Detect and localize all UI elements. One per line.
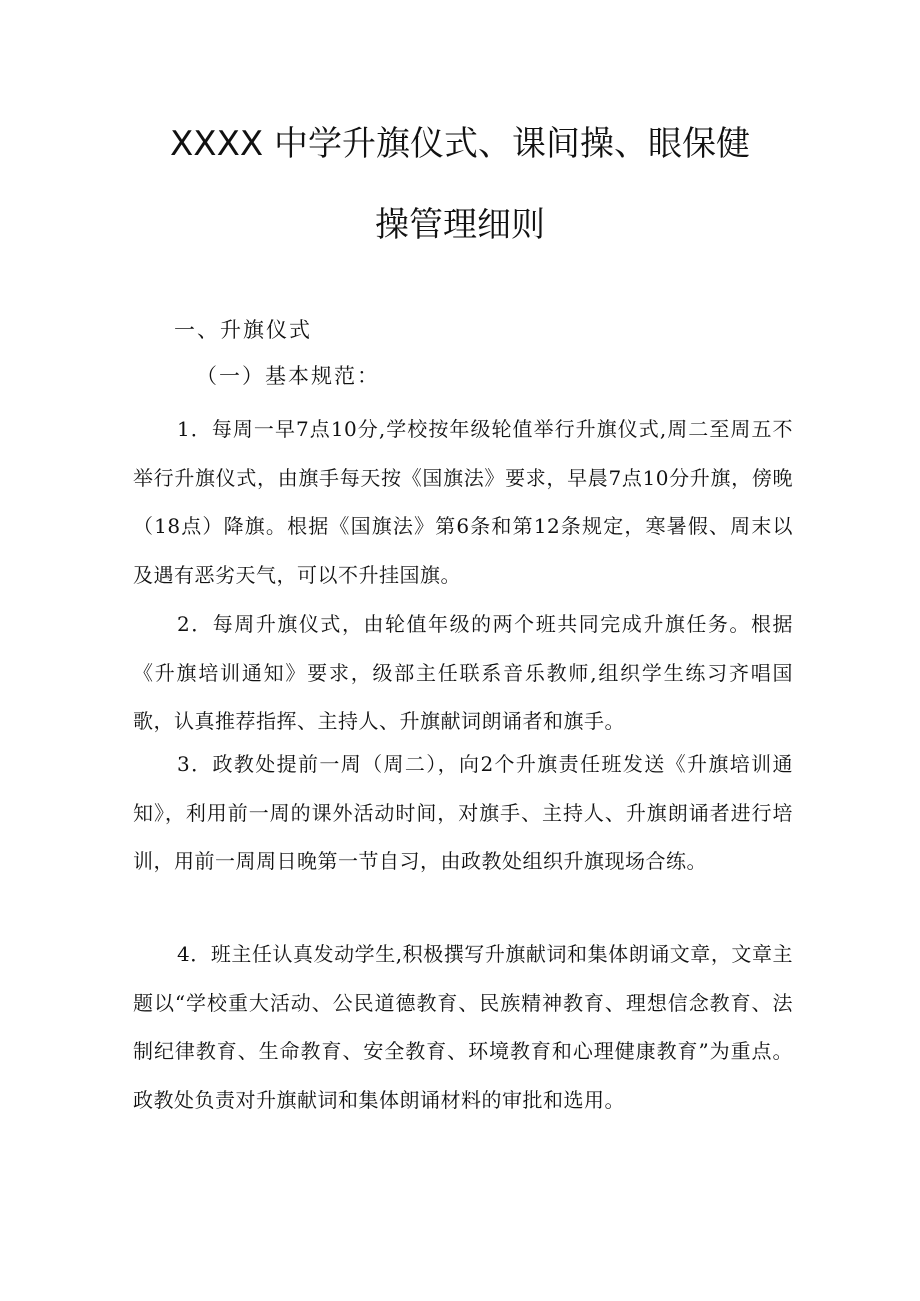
section-heading-flag-raising: 一、升旗仪式 — [174, 318, 312, 342]
paragraph-rule-2: 2．每周升旗仪式，由轮值年级的两个班共同完成升旗任务。根据《升旗培训通知》要求，级部主任联系音乐教师,组织学生练习齐唱国歌，认真推荐指挥、主持人、升旗献词朗诵者和旗手。 — [133, 612, 793, 733]
document-title-line2: 操管理细则 — [375, 205, 545, 245]
subsection-heading-basic-rules: （一）基本规范： — [196, 364, 380, 388]
document-title-line1: XXXX 中学升旗仪式、课间操、眼保健 — [170, 124, 750, 164]
paragraph-rule-1: 1．每周一早7点10分,学校按年级轮值举行升旗仪式,周二至周五不举行升旗仪式，由旗手每天按《国旗法》要求，早晨7点10分升旗，傍晚（18点）降旗。根据《国旗法》第6条和第12条规定，寒暑假、周末以及遇有恶劣天气，可以不升挂国旗。 — [133, 417, 793, 587]
paragraph-rule-4: 4．班主任认真发动学生,积极撰写升旗献词和集体朗诵文章，文章主题以“学校重大活动、公民道德教育、民族精神教育、理想信念教育、法制纪律教育、生命教育、安全教育、环境教育和心理健康教育”为重点。政教处负责对升旗献词和集体朗诵材料的审批和选用。 — [133, 942, 793, 1112]
paragraph-rule-3: 3．政教处提前一周（周二），向2个升旗责任班发送《升旗培训通知》，利用前一周的课外活动时间，对旗手、主持人、升旗朗诵者进行培训，用前一周周日晚第一节自习，由政教处组织升旗现场合练。 — [133, 752, 793, 873]
